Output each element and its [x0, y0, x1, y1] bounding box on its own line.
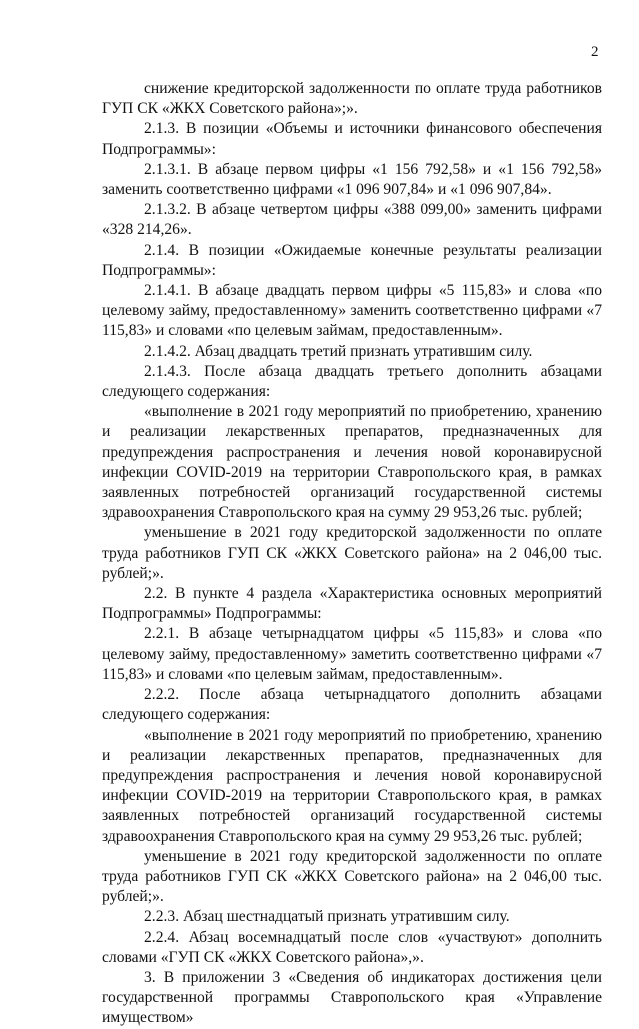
paragraph: 2.2.3. Абзац шестнадцатый признать утратившим силу. — [144, 908, 510, 926]
document-body — [102, 79, 602, 1029]
paragraph: 2.1.3.1. В абзаце первом цифры «1 156 792,58» и «1 156 792,58» заменить соответственно цифрами «1 096 907,84» и «1 096 907,84». — [102, 160, 602, 199]
paragraph: 2.1.3. В позиции «Объемы и источники финансового обеспечения Подпрограммы»: — [102, 120, 602, 158]
paragraph: 2.2.4. Абзац восемнадцатый после слов «участвуют» дополнить словами «ГУП СК «ЖКХ Советского района»,». — [102, 928, 602, 966]
paragraph: 2.1.4.1. В абзаце двадцать первом цифры «5 115,83» и слова «по целевому займу, предоставленному» заменить соответственно цифрами «7 115,83» и словами «по целевым займам, предоставленным». — [102, 282, 602, 340]
page-number: 2 — [591, 44, 599, 60]
paragraph: уменьшение в 2021 году кредиторской задолженности по оплате труда работников ГУП СК «ЖКХ Советского района» на 2 046,00 тыс. рублей;». — [102, 524, 602, 582]
paragraph: 2.2.1. В абзаце четырнадцатом цифры «5 115,83» и слова «по целевому займу, предоставленному» заметить соответственно цифрами «7 115,83» и словами «по целевым займам, предоставленным». — [102, 625, 602, 683]
paragraph: 2.1.4.2. Абзац двадцать третий признать утратившим силу. — [144, 342, 533, 360]
paragraph: 3. В приложении 3 «Сведения об индикаторах достижения цели государственной программы Ставропольского края «Управление имуществом» — [102, 968, 602, 1027]
paragraph: уменьшение в 2021 году кредиторской задолженности по оплате труда работников ГУП СК «ЖКХ Советского района» на 2 046,00 тыс. рублей;». — [102, 847, 602, 906]
paragraph: 2.1.4. В позиции «Ожидаемые конечные результаты реализации Подпрограммы»: — [102, 241, 602, 279]
paragraph: «выполнение в 2021 году мероприятий по приобретению, хранению и реализации лекарственных препаратов, предназначенных для предупреждения распространения и лечения новой коронавирусной инфекции COVID-2019 на территории Ставропольского края, в рамках заявленных потребностей организаций государственной системы здравоохранения Ставропольского края на сумму 29 953,26 тыс. рублей; — [102, 403, 602, 522]
paragraph: 2.1.3.2. В абзаце четвертом цифры «388 099,00» заменить цифрами «328 214,26». — [102, 201, 602, 239]
paragraph: снижение кредиторской задолженности по оплате труда работников ГУП СК «ЖКХ Советского района»;». — [102, 80, 602, 118]
paragraph: «выполнение в 2021 году мероприятий по приобретению, хранению и реализации лекарственных препаратов, предназначенных для предупреждения распространения и лечения новой коронавирусной инфекции COVID-2019 на территории Ставропольского края, в рамках заявленных потребностей организаций государственной системы здравоохранения Ставропольского края на сумму 29 953,26 тыс. рублей; — [102, 726, 602, 845]
paragraph: 2.2. В пункте 4 раздела «Характеристика основных мероприятий Подпрограммы» Подпрограммы: — [102, 585, 602, 623]
paragraph: 2.1.4.3. После абзаца двадцать третьего дополнить абзацами следующего содержания: — [102, 362, 602, 401]
paragraph: 2.2.2. После абзаца четырнадцатого дополнить абзацами следующего содержания: — [102, 686, 602, 724]
